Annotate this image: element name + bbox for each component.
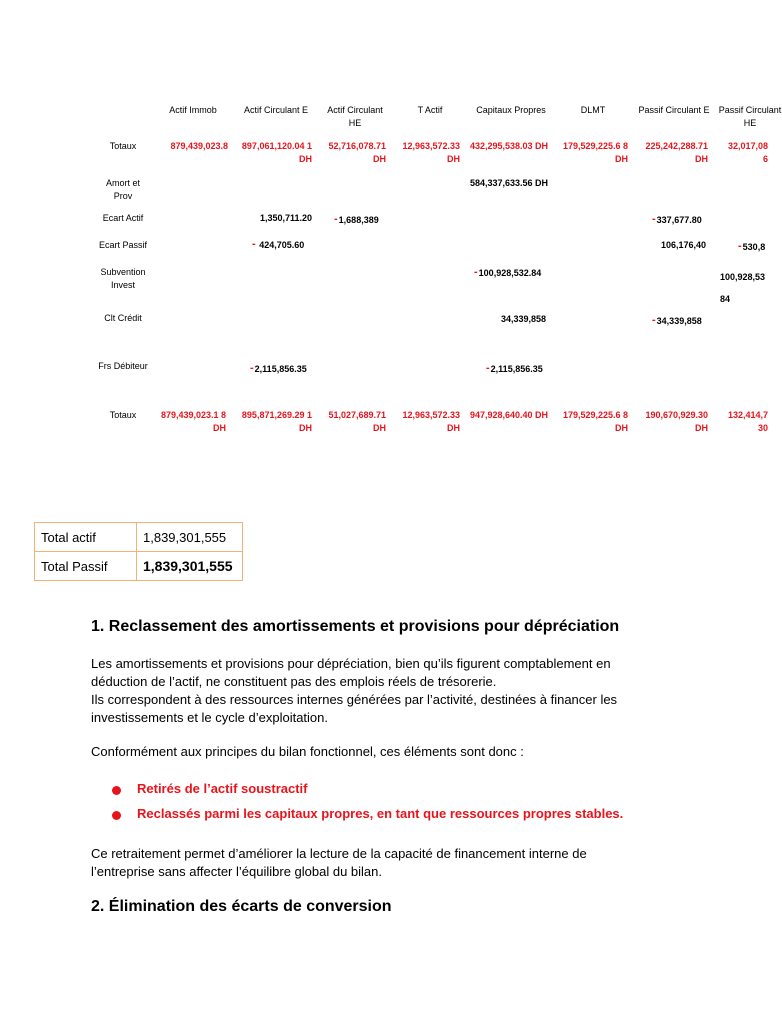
minus-sign: -: [252, 238, 256, 250]
cell-totaux2-actif-circ-e: 895,871,269.29 1 DH: [241, 410, 312, 433]
value: 2,115,856.35: [490, 364, 543, 374]
header-passif-circulant-e: Passif Circulant E: [638, 105, 710, 115]
value: 2,115,856.35: [254, 364, 307, 374]
cell-amort-cap-propres: 584,337,633.56 DH: [469, 178, 548, 188]
header-passif-circulant-he: Passif Circulant HE: [718, 105, 782, 128]
row-label-ecart-passif: Ecart Passif: [98, 240, 147, 250]
total-actif-label: Total actif: [35, 523, 137, 552]
cell-ecart-passif-passif-circ-e: 106,176,40: [660, 240, 706, 250]
cell-totaux2-passif-circ-e: 190,670,929.30 DH: [645, 410, 708, 433]
bullet-dot-icon: [112, 786, 121, 795]
minus-sign: -: [334, 213, 338, 225]
row-label-ecart-actif: Ecart Actif: [102, 213, 144, 223]
total-passif-label: Total Passif: [35, 552, 137, 581]
row-label-totaux-2: Totaux: [109, 410, 137, 420]
cell-totaux1-passif-circ-he: 32,017,08 6: [727, 141, 768, 164]
cell-frs-debiteur-cap-propres: [486, 363, 552, 376]
header-dlmt: DLMT: [580, 105, 606, 115]
cell-totaux1-actif-circ-e: 897,061,120.04 1 DH: [241, 141, 312, 164]
p1-line3: Ils correspondent à des ressources internes générées par l’activité, destinées à financer les: [91, 692, 618, 707]
cell-totaux1-dlmt: 179,529,225.6 8 DH: [562, 141, 628, 164]
cell-totaux2-passif-circ-he: 132,414,7 30: [727, 410, 768, 433]
cell-ecart-actif-passif-circ-e: [652, 214, 712, 227]
cell-ecart-actif-actif-circ-he: [334, 214, 400, 227]
row-label-totaux-1: Totaux: [109, 141, 137, 151]
row-label-subvention: Subvention Invest: [100, 267, 146, 290]
cell-ecart-passif-actif-circ-e: [252, 239, 318, 252]
value: 100,928,532.84: [478, 268, 542, 278]
minus-sign: -: [652, 314, 656, 326]
cell-totaux2-actif-immob: [160, 409, 226, 435]
value: 879,439,023.1 8 DH: [160, 410, 226, 433]
bullet-dot-icon: [112, 811, 121, 820]
row-label-amort-prov: Amort et Prov: [105, 178, 140, 201]
value: 530,8: [742, 242, 766, 252]
cell-totaux1-cap-propres: 432,295,538.03 DH: [469, 141, 548, 151]
header-capitaux-propres: Capitaux Propres: [476, 105, 546, 115]
minus-sign: -: [738, 240, 742, 252]
cell-clt-credit-passif-circ-e: [652, 315, 712, 328]
cell-subvention-passif-circ-he: 100,928,53 84: [720, 272, 766, 304]
header-actif-circulant-he: Actif Circulant HE: [327, 105, 383, 128]
cell-totaux2-actif-circ-he: 51,027,689.71 DH: [328, 410, 386, 433]
cell-frs-debiteur-actif-circ-e: [250, 363, 316, 376]
header-t-actif: T Actif: [417, 105, 443, 115]
minus-sign: -: [486, 362, 490, 374]
total-actif-row: [35, 523, 243, 552]
section1-paragraph1: [91, 655, 691, 727]
bullet-text: Retirés de l’actif soustractif: [137, 781, 308, 796]
total-passif-row: [35, 552, 243, 581]
section2-title: 2. Élimination des écarts de conversion: [91, 898, 392, 915]
p1-line2: déduction de l’actif, ne constituent pas des emplois réels de trésorerie.: [91, 674, 497, 689]
p1-line4: investissements et le cycle d’exploitation.: [91, 710, 329, 725]
p3-line1: Ce retraitement permet d’améliorer la lecture de la capacité de financement interne de: [91, 846, 587, 861]
totals-summary-table: [34, 522, 243, 581]
cell-ecart-passif-passif-circ-he: [738, 241, 768, 254]
cell-totaux2-dlmt: 179,529,225.6 8 DH: [562, 410, 628, 433]
cell-clt-credit-cap-propres: 34,339,858: [500, 314, 546, 324]
row-label-clt-credit: Clt Crédit: [104, 313, 142, 323]
header-actif-immob: Actif Immob: [169, 105, 217, 115]
cell-subvention-cap-propres: [474, 267, 550, 280]
cell-totaux2-cap-propres: 947,928,640.40 DH: [469, 410, 548, 420]
minus-sign: -: [474, 266, 478, 278]
value: 1,688,389: [338, 215, 379, 225]
value: 337,677.80: [656, 215, 702, 225]
section1-paragraph2: Conformément aux principes du bilan fonctionnel, ces éléments sont donc :: [91, 744, 524, 759]
total-passif-value: 1,839,301,555: [137, 552, 243, 581]
cell-totaux1-t-actif: 12,963,572.33 DH: [402, 141, 460, 164]
minus-sign: -: [250, 362, 254, 374]
cell-totaux1-actif-immob: 879,439,023.8: [170, 141, 228, 151]
header-actif-circulant-e: Actif Circulant E: [243, 105, 309, 115]
p1-line1: Les amortissements et provisions pour dépréciation, bien qu’ils figurent comptablement en: [91, 656, 611, 671]
p3-line2: l’entreprise sans affecter l’équilibre global du bilan.: [91, 864, 382, 879]
value: 424,705.60: [259, 240, 305, 250]
cell-totaux2-t-actif: 12,963,572.33 DH: [402, 410, 460, 433]
cell-totaux1-actif-circ-he: 52,716,078.71 DH: [328, 141, 386, 164]
row-label-frs-debiteur: Frs Débiteur: [98, 361, 148, 371]
section1-paragraph3: [91, 845, 691, 881]
value: 34,339,858: [656, 316, 702, 326]
minus-sign: -: [652, 213, 656, 225]
bullet-text: Reclassés parmi les capitaux propres, en tant que ressources propres stables.: [137, 806, 624, 821]
total-actif-value: 1,839,301,555: [137, 523, 243, 552]
cell-totaux1-passif-circ-e: 225,242,288.71 DH: [645, 141, 708, 164]
cell-ecart-actif-actif-circ-e: 1,350,711.20: [259, 213, 312, 223]
section1-title: 1. Reclassement des amortissements et provisions pour dépréciation: [91, 618, 620, 635]
